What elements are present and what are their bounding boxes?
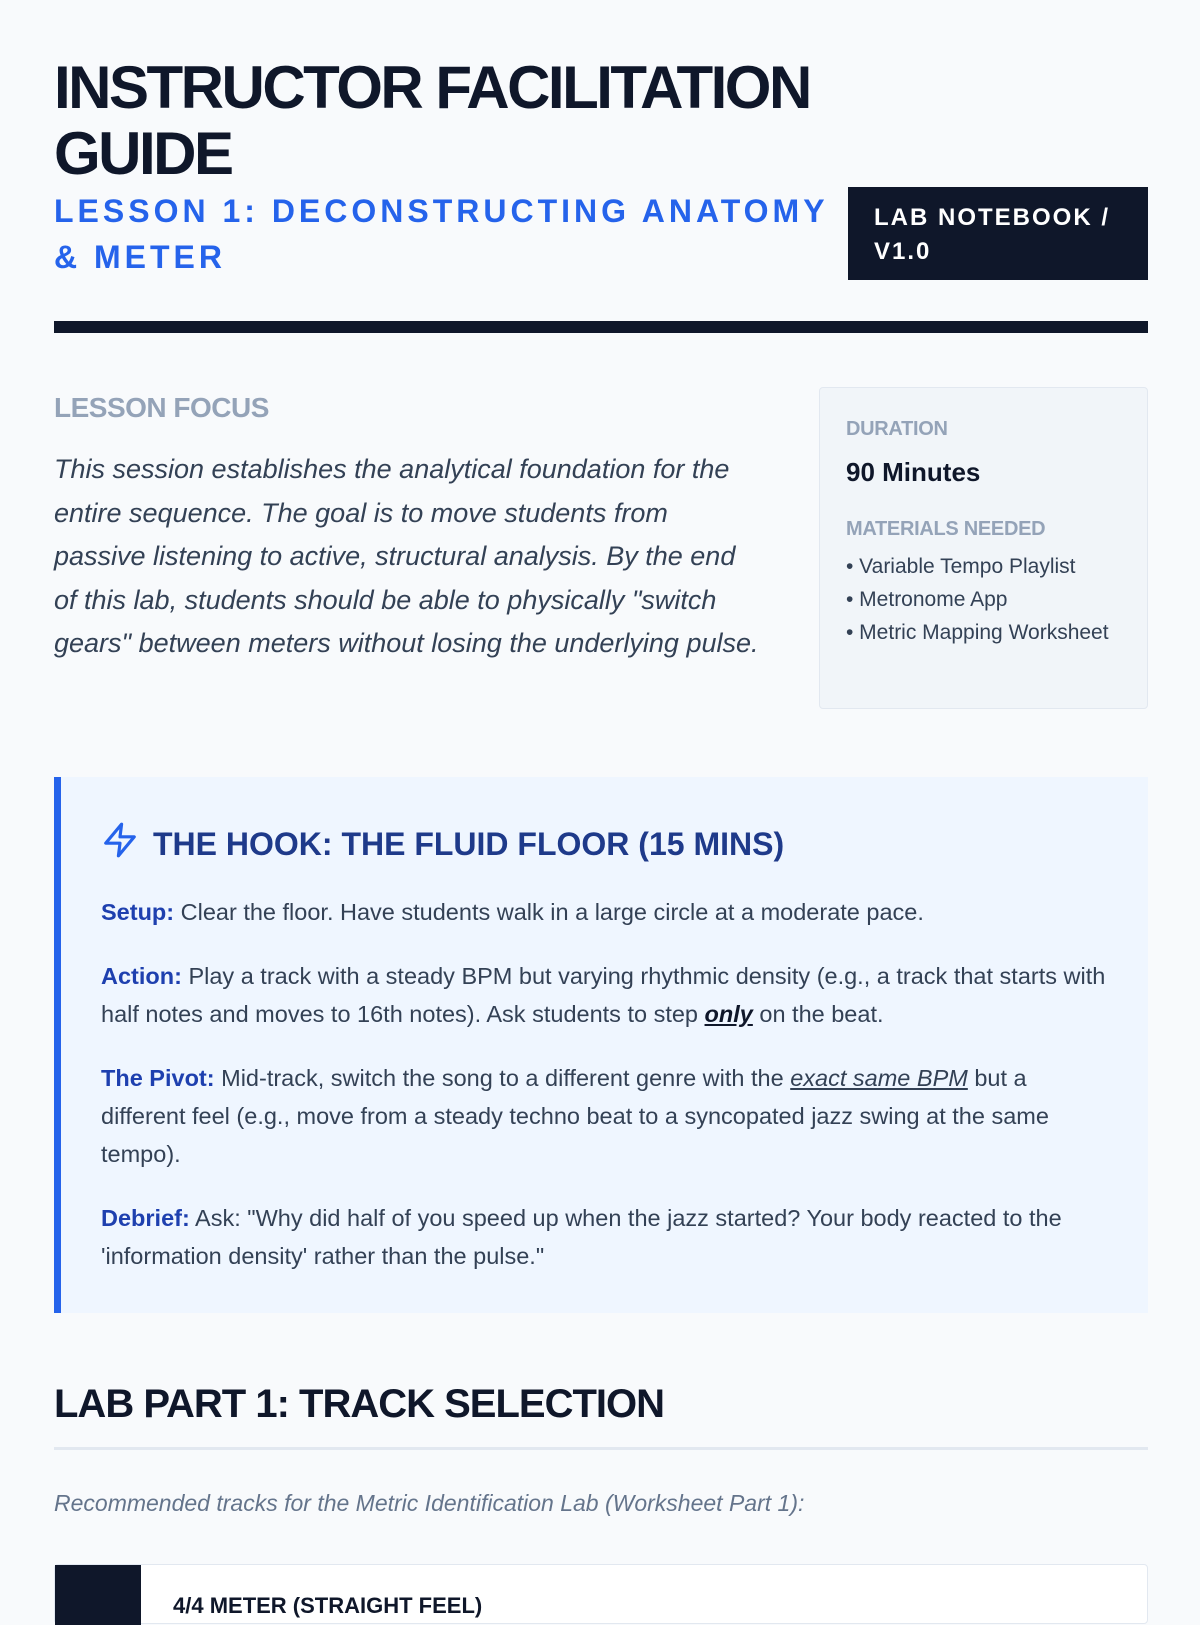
- setup-text: Clear the floor. Have students walk in a large circle at a moderate pace.: [174, 899, 924, 925]
- hook-title-text: THE HOOK: THE FLUID FLOOR (15 MINS): [153, 825, 785, 862]
- duration-label: DURATION: [846, 418, 948, 440]
- page-title: INSTRUCTOR FACILITATION GUIDE: [54, 54, 810, 187]
- pivot-text-end: but a different feel (e.g., move from a steady techno beat to a syncopated jazz swing at the same tempo).: [101, 1065, 1049, 1167]
- pivot-emphasis: exact same BPM: [790, 1065, 968, 1091]
- action-text: Play a track with a steady BPM but varying rhythmic density (e.g., a track that starts with half notes and moves to 16th notes). Ask students to step: [101, 963, 1106, 1027]
- lab-divider: [54, 1447, 1148, 1450]
- lightning-icon: [101, 821, 139, 867]
- lesson-info-card: [819, 387, 1148, 709]
- hook-debrief: [101, 1199, 1108, 1275]
- hook-pivot: [101, 1059, 1108, 1173]
- setup-label: Setup:: [101, 899, 175, 925]
- lesson-focus-text: This session establishes the analytical foundation for the entire sequence. The goal is to move students from passive listening to active, structural analysis. By the end of this lab, students should be able to physically "switch gears" between meters without losing the underlying pulse.: [54, 454, 759, 658]
- hook-setup: [101, 893, 1108, 931]
- pivot-text: Mid-track, switch the song to a different genre with the: [214, 1065, 791, 1091]
- hook-action: [101, 957, 1108, 1033]
- track-card: [54, 1564, 1148, 1624]
- track-number-block: [55, 1565, 141, 1625]
- lesson-focus-label: LESSON FOCUS: [54, 392, 269, 423]
- materials-list: [846, 553, 1121, 646]
- track-card-title: 4/4 METER (STRAIGHT FEEL): [173, 1593, 483, 1618]
- version-badge: LAB NOTEBOOK / V1.0: [848, 187, 1148, 280]
- materials-item: • Metronome App: [846, 588, 1008, 611]
- duration-value: 90 Minutes: [846, 457, 981, 487]
- lab-part-1-title: LAB PART 1: TRACK SELECTION: [54, 1382, 665, 1426]
- debrief-text: Ask: "Why did half of you speed up when the jazz started? Your body reacted to the 'information density' rather than the pulse.": [101, 1205, 1062, 1269]
- hook-heading: [101, 821, 1108, 867]
- action-text-end: on the beat.: [752, 1001, 884, 1027]
- action-label: Action:: [101, 963, 182, 989]
- header-divider: [54, 321, 1148, 333]
- hook-callout: [54, 777, 1148, 1313]
- materials-item: • Variable Tempo Playlist: [846, 555, 1076, 578]
- lesson-subtitle: LESSON 1: DECONSTRUCTING ANATOMY & METER: [54, 193, 828, 275]
- pivot-label: The Pivot:: [101, 1065, 215, 1091]
- materials-item: • Metric Mapping Worksheet: [846, 621, 1109, 644]
- materials-label: MATERIALS NEEDED: [846, 518, 1046, 540]
- action-emphasis: only: [704, 1001, 753, 1027]
- lab-intro-text: Recommended tracks for the Metric Identification Lab (Worksheet Part 1):: [54, 1490, 805, 1516]
- debrief-label: Debrief:: [101, 1205, 190, 1231]
